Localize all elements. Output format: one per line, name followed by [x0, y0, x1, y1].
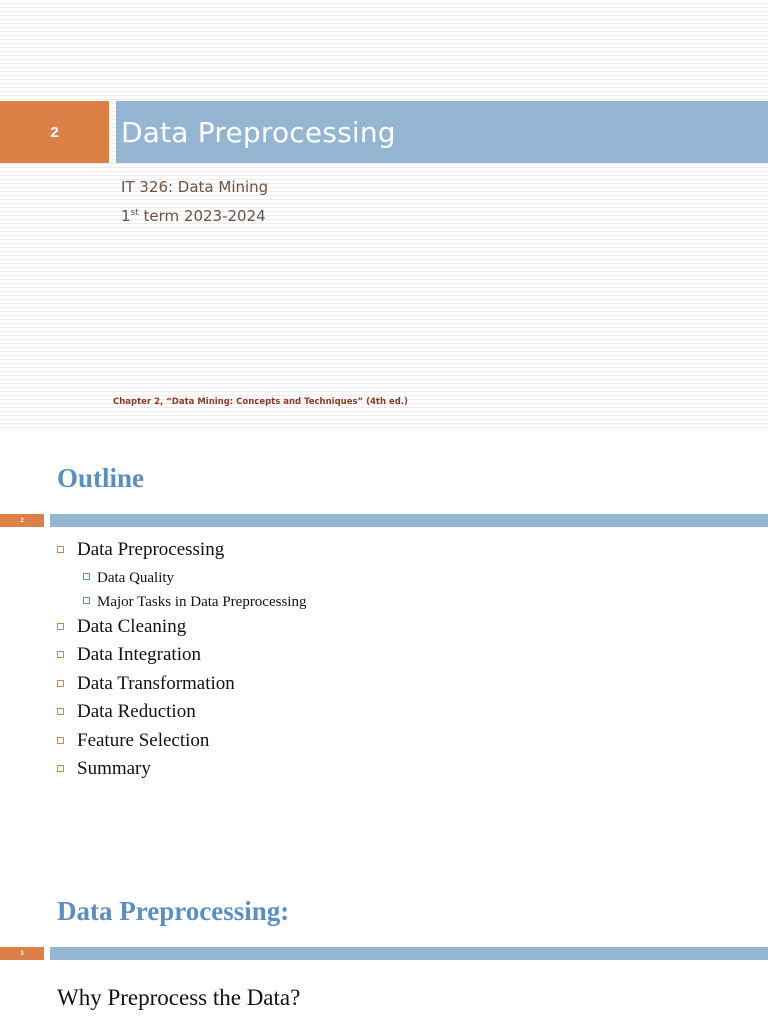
square-bullet-icon [57, 765, 64, 772]
square-bullet-icon [57, 651, 64, 658]
square-bullet-icon [83, 597, 90, 604]
slide-number: 2 [0, 101, 109, 163]
list-item: Summary [57, 757, 657, 786]
square-bullet-icon [57, 546, 64, 553]
list-item: Data Integration [57, 643, 657, 672]
list-item: Data Quality [57, 567, 657, 591]
list-item: Feature Selection [57, 729, 657, 758]
list-item: Data Transformation [57, 672, 657, 701]
outline-list [57, 538, 657, 786]
chapter-reference: Chapter 2, “Data Mining: Concepts and Techniques” (4th ed.) [113, 397, 408, 407]
list-item: Major Tasks in Data Preprocessing [57, 591, 657, 615]
term-label: 1st term 2023-2024 [121, 207, 266, 225]
title-slide [0, 0, 768, 431]
outline-heading: Outline [57, 463, 145, 493]
slide-number-badge: 3 [0, 947, 44, 960]
section-heading: Data Preprocessing: [57, 896, 290, 926]
square-bullet-icon [57, 680, 64, 687]
square-bullet-icon [83, 573, 90, 580]
course-name: IT 326: Data Mining [121, 178, 269, 196]
header-bar [50, 514, 768, 527]
square-bullet-icon [57, 623, 64, 630]
list-item: Data Cleaning [57, 615, 657, 644]
square-bullet-icon [57, 737, 64, 744]
list-item: Data Reduction [57, 700, 657, 729]
slide-number-badge: 2 [0, 514, 44, 527]
slide-title: Data Preprocessing [116, 101, 768, 163]
header-bar [50, 947, 768, 960]
slide-subheading: Why Preprocess the Data? [57, 985, 301, 1010]
square-bullet-icon [57, 708, 64, 715]
list-item: Data Preprocessing [57, 538, 657, 567]
